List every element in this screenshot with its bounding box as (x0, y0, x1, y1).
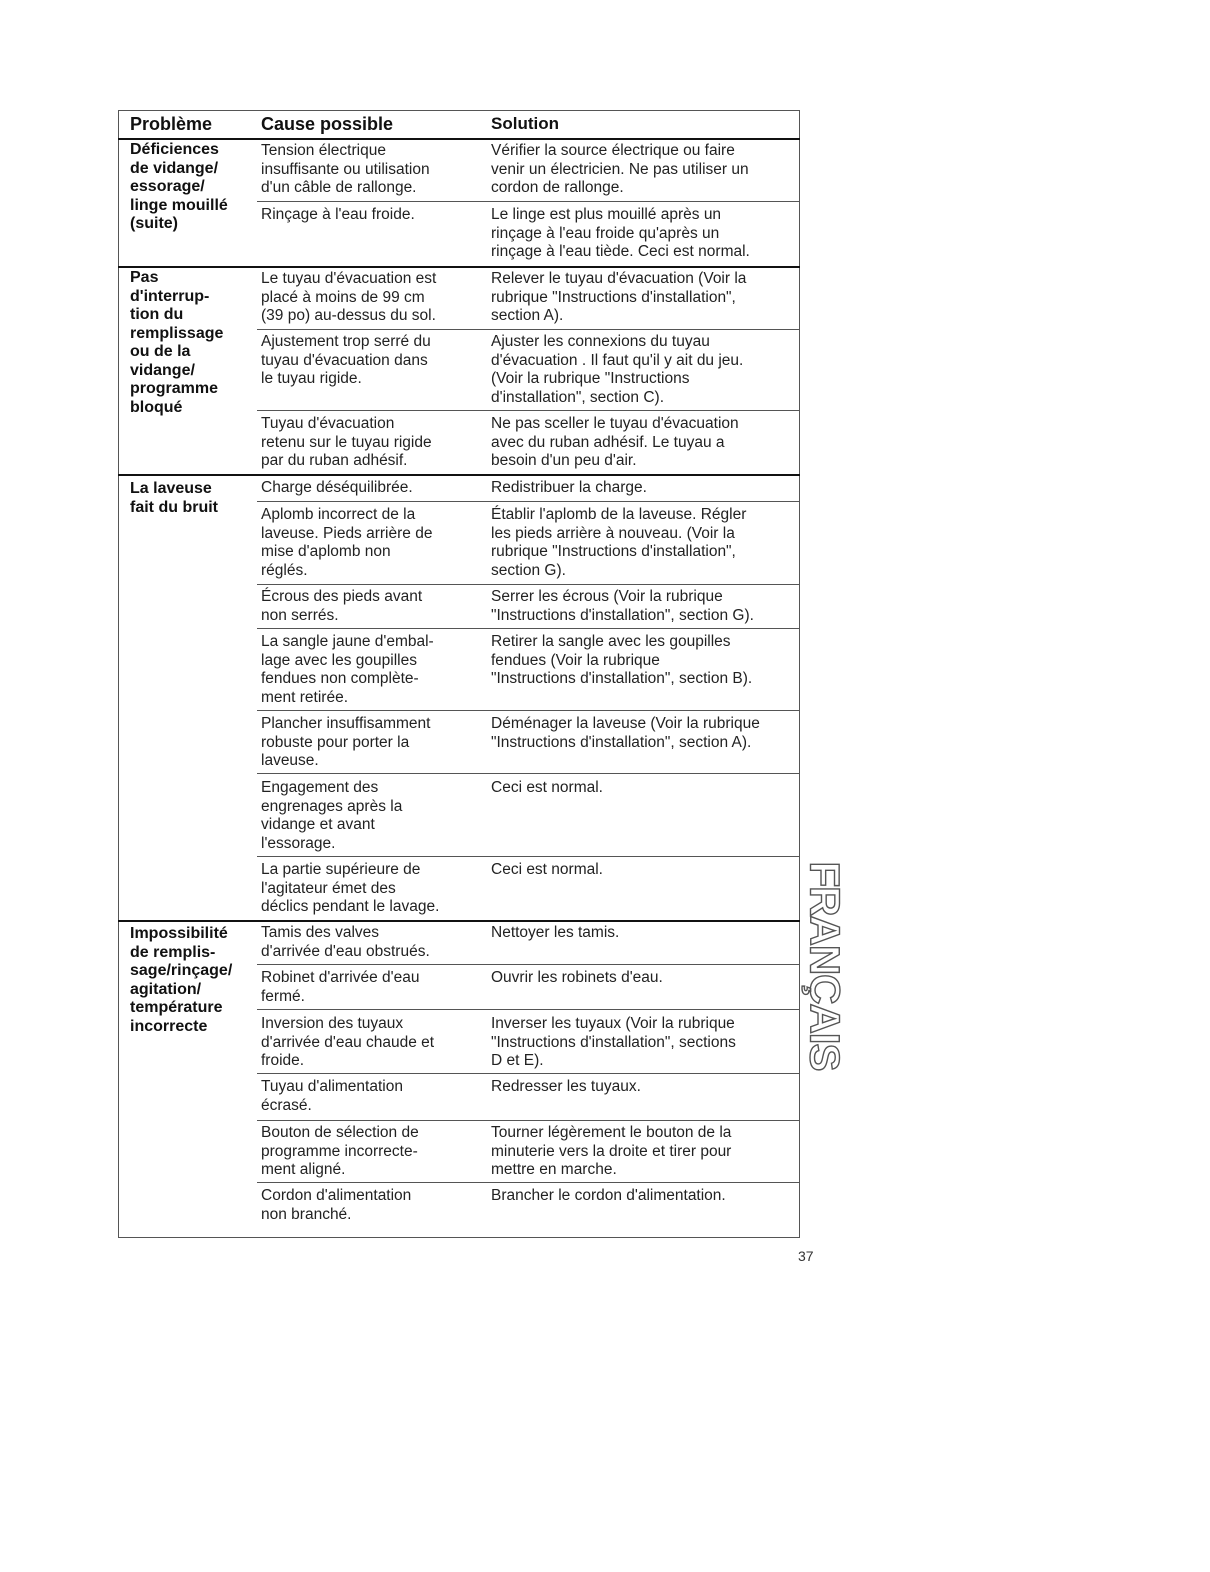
cause-cell: Tuyau d'alimentation écrasé. (261, 1078, 403, 1114)
cause-cell: Tuyau d'évacuation retenu sur le tuyau rigide par du ruban adhésif. (261, 415, 432, 469)
solution-cell: Serrer les écrous (Voir la rubrique "Instructions d'installation", section G). (491, 588, 754, 624)
row-rule (257, 1182, 800, 1183)
solution-cell: Retirer la sangle avec les goupilles fendues (Voir la rubrique "Instructions d'installation", section B). (491, 633, 753, 687)
row-rule (257, 773, 800, 774)
group-rule (118, 920, 800, 922)
cause-cell: Bouton de sélection de programme incorrecte- ment aligné. (261, 1124, 419, 1178)
cause-cell: Plancher insuffisamment robuste pour porter la laveuse. (261, 715, 431, 769)
row-rule (257, 710, 800, 711)
solution-cell: Ceci est normal. (491, 779, 603, 796)
row-rule (257, 329, 800, 330)
page-number: 37 (798, 1248, 814, 1264)
language-side-label (801, 860, 848, 1072)
solution-cell: Redresser les tuyaux. (491, 1078, 641, 1095)
cause-cell: Rinçage à l'eau froide. (261, 206, 415, 223)
problem-label: Déficiences de vidange/ essorage/ linge mouillé (suite) (130, 141, 228, 232)
row-rule (257, 1073, 800, 1074)
header-solution: Solution (491, 114, 559, 133)
row-rule (257, 584, 800, 585)
language-side-text: FRANÇAIS (801, 861, 848, 1071)
solution-cell: Tourner légèrement le bouton de la minuterie vers la droite et tirer pour mettre en marche. (491, 1124, 732, 1178)
solution-cell: Brancher le cordon d'alimentation. (491, 1187, 726, 1204)
cause-cell: La sangle jaune d'embal- lage avec les goupilles fendues non complète- ment retirée. (261, 633, 434, 706)
header-problem: Problème (130, 114, 213, 134)
cause-cell: Aplomb incorrect de la laveuse. Pieds arrière de mise d'aplomb non réglés. (261, 506, 433, 579)
cause-cell: Engagement des engrenages après la vidange et avant l'essorage. (261, 779, 403, 852)
cause-cell: Charge déséquilibrée. (261, 479, 413, 496)
solution-cell: Établir l'aplomb de la laveuse. Régler les pieds arrière à nouveau. (Voir la rubrique "Instructions d'installation", section G). (491, 506, 747, 579)
cause-cell: Tamis des valves d'arrivée d'eau obstrués. (261, 924, 430, 960)
header-rule (118, 138, 800, 140)
group-rule (118, 474, 800, 476)
row-rule (257, 628, 800, 629)
solution-cell: Nettoyer les tamis. (491, 924, 620, 941)
cause-cell: Cordon d'alimentation non branché. (261, 1187, 412, 1223)
cause-cell: Tension électrique insuffisante ou utilisation d'un câble de rallonge. (261, 142, 430, 196)
cause-cell: Écrous des pieds avant non serrés. (261, 588, 423, 624)
group-rule (118, 266, 800, 268)
problem-label: La laveuse fait du bruit (130, 480, 218, 516)
solution-cell: Ouvrir les robinets d'eau. (491, 969, 663, 986)
cause-cell: Inversion des tuyaux d'arrivée d'eau chaude et froide. (261, 1015, 435, 1069)
row-rule (257, 501, 800, 502)
row-rule (257, 410, 800, 411)
solution-cell: Inverser les tuyaux (Voir la rubrique "Instructions d'installation", sections D et E). (491, 1015, 736, 1069)
row-rule (257, 856, 800, 857)
row-rule (257, 1120, 800, 1121)
problem-label: Impossibilité de remplis- sage/rinçage/ agitation/ température incorrecte (130, 925, 233, 1035)
solution-cell: Ceci est normal. (491, 861, 603, 878)
solution-cell: Relever le tuyau d'évacuation (Voir la rubrique "Instructions d'installation", section A). (491, 270, 747, 324)
solution-cell: Le linge est plus mouillé après un rinçage à l'eau froide qu'après un rinçage à l'eau tiède. Ceci est normal. (491, 206, 750, 260)
row-rule (257, 1009, 800, 1010)
problem-label: Pas d'interrup- tion du remplissage ou de la vidange/ programme bloqué (130, 269, 224, 416)
header-cause: Cause possible (261, 114, 394, 134)
cause-cell: Le tuyau d'évacuation est placé à moins de 99 cm (39 po) au-dessus du sol. (261, 270, 437, 324)
solution-cell: Vérifier la source électrique ou faire venir un électricien. Ne pas utiliser un cordon de rallonge. (491, 142, 749, 196)
cause-cell: Robinet d'arrivée d'eau fermé. (261, 969, 420, 1005)
solution-cell: Déménager la laveuse (Voir la rubrique "Instructions d'installation", section A). (491, 715, 760, 751)
solution-cell: Ajuster les connexions du tuyau d'évacuation . Il faut qu'il y ait du jeu. (Voir la rubrique "Instructions d'installation", section C). (491, 333, 744, 406)
solution-cell: Ne pas sceller le tuyau d'évacuation avec du ruban adhésif. Le tuyau a besoin d'un peu d'air. (491, 415, 739, 469)
cause-cell: La partie supérieure de l'agitateur émet des déclics pendant le lavage. (261, 861, 440, 915)
solution-cell: Redistribuer la charge. (491, 479, 647, 496)
cause-cell: Ajustement trop serré du tuyau d'évacuation dans le tuyau rigide. (261, 333, 431, 387)
row-rule (257, 964, 800, 965)
row-rule (257, 201, 800, 202)
